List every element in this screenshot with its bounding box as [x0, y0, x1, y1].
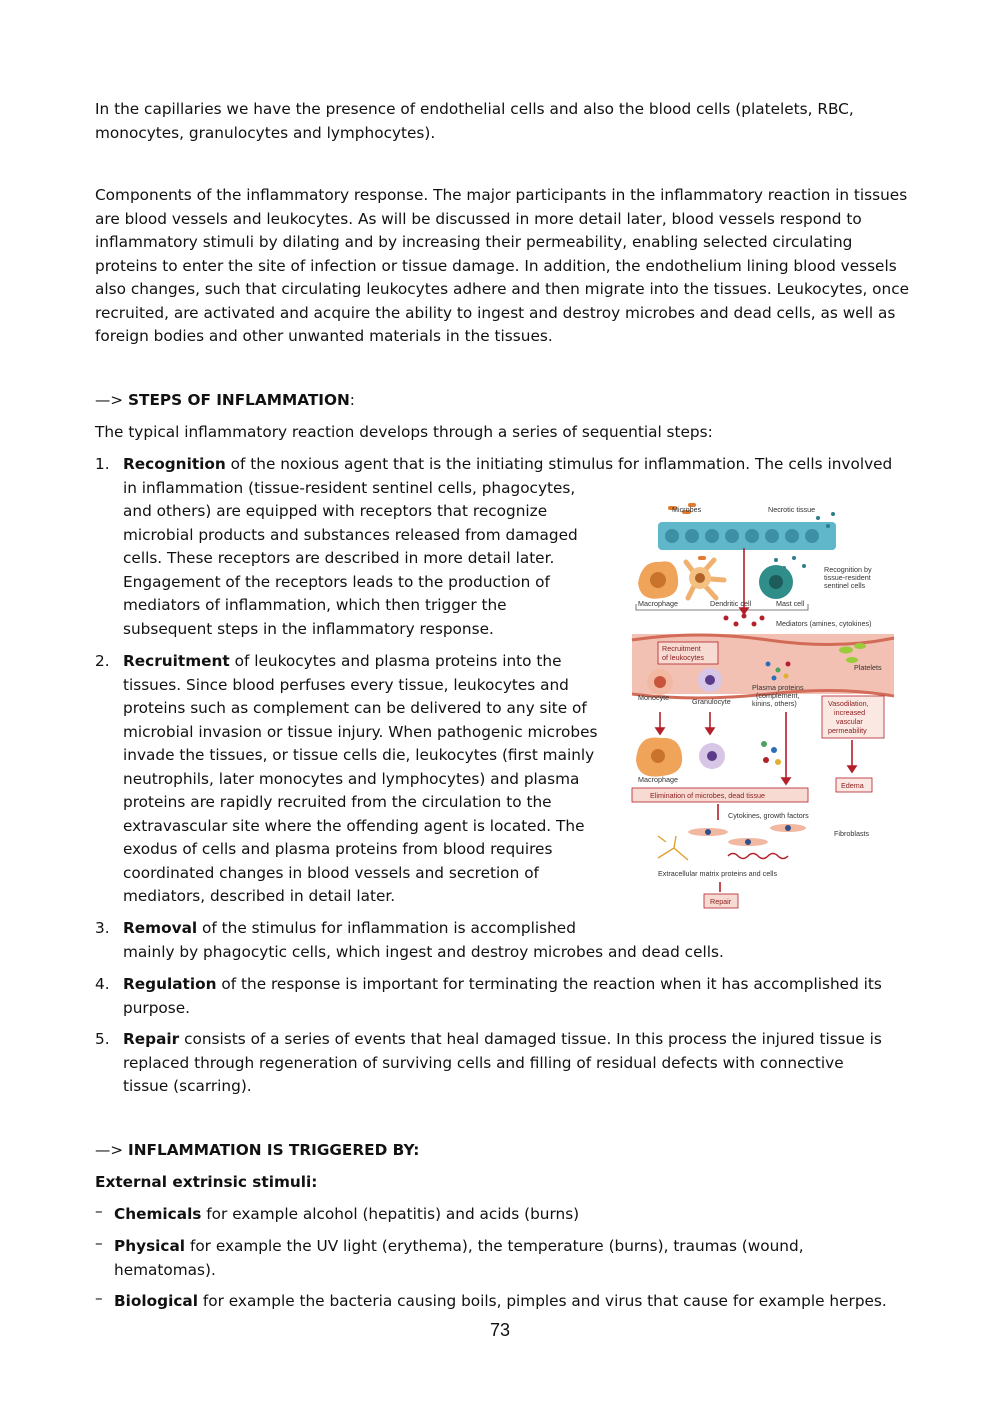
- figure-label-repair: Repair: [710, 897, 732, 906]
- figure-label-microbes: Microbes: [672, 505, 702, 514]
- dendritic-cell-icon: [686, 560, 724, 598]
- step-line: of the stimulus for inflammation is accomplished: [202, 919, 576, 937]
- figure-label-mediators: Mediators (amines, cytokines): [776, 619, 872, 628]
- step-line: in inflammation (tissue-resident sentinel cells, phagocytes,: [123, 478, 576, 497]
- step-line: replaced through regeneration of surviving cells and filling of residual defects with connective: [123, 1053, 844, 1072]
- heading-arrow: —>: [95, 1141, 124, 1159]
- figure-label-vasodilation-4: permeability: [828, 726, 867, 735]
- figure-label-recognition-1: Recognition by: [824, 565, 872, 574]
- figure-label-plasma-proteins-2: (complement,: [756, 691, 800, 700]
- figure-label-vasodilation-1: Vasodilation,: [828, 699, 869, 708]
- step-term: Removal: [123, 919, 198, 937]
- figure-label-macrophage-top: Macrophage: [638, 599, 678, 608]
- figure-label-plasma-proteins-1: Plasma proteins: [752, 683, 804, 692]
- dash-marker: –: [95, 1234, 103, 1252]
- protein-dots-icon: [761, 741, 781, 765]
- step-number: 1.: [95, 455, 110, 473]
- figure-label-recognition-2: tissue-resident: [824, 573, 871, 582]
- fibroblasts-icon: [688, 824, 806, 846]
- figure-label-monocyte: Monocyte: [638, 693, 670, 702]
- step-item-regulation: [95, 973, 910, 1020]
- step-number: 4.: [95, 975, 110, 993]
- step-number: 3.: [95, 919, 110, 937]
- page-number: 73: [489, 1320, 511, 1340]
- stimulus-line: for example the bacteria causing boils, pimples and virus that cause for example herpes.: [202, 1292, 887, 1310]
- step-line: exodus of cells and plasma proteins from blood requires: [123, 840, 553, 858]
- step-line: neutrophils, later monocytes and lymphocytes) and plasma: [123, 769, 580, 788]
- dash-marker: –: [95, 1289, 103, 1307]
- stimulus-term: Physical: [114, 1237, 186, 1255]
- mediators-icon: [724, 614, 765, 627]
- macrophage-icon: [638, 561, 678, 598]
- step-line: of leukocytes and plasma proteins into the: [234, 652, 562, 670]
- stimulus-item-biological: [95, 1290, 910, 1314]
- steps-heading: [95, 389, 355, 413]
- step-number: 5.: [95, 1030, 110, 1048]
- components-paragraph: Components of the inflammatory response. The major participants in the inflammatory reaction in tissues are blood vessels and leukocytes. As will be discussed in more detail later, blood vessels respond to inflammatory stimuli by dilating and by increasing their permeability, enabling selected circulating proteins to enter the site of infection or tissue damage. In addition, the endothelium lining blood vessels also changes, such that circulating leukocytes adhere and then migrate into the tissues. Leukocytes, once recruited, are activated and acquire the ability to ingest and destroy microbes and dead cells, as well as foreign bodies and other unwanted materials in the tissues.: [95, 186, 910, 345]
- step-line: tissue (scarring).: [123, 1077, 252, 1095]
- step-line: invade the tissues, or tissue cells die, leukocytes (first mainly: [123, 746, 595, 764]
- ecm-fiber-icon: [728, 854, 788, 859]
- stimulus-item-chemicals: [95, 1203, 910, 1227]
- figure-label-cytokines: Cytokines, growth factors: [728, 811, 809, 820]
- figure-label-platelets: Platelets: [854, 663, 882, 672]
- stimulus-line: hematomas).: [114, 1260, 216, 1279]
- step-line: Engagement of the receptors leads to the production of: [123, 572, 550, 591]
- figure-label-plasma-proteins-3: kinins, others): [752, 699, 797, 708]
- step-term: Recruitment: [123, 652, 230, 670]
- figure-label-granulocyte: Granulocyte: [692, 697, 731, 706]
- step-line: mediators, described in detail later.: [123, 887, 396, 905]
- step-line: proteins such as complement can be delivered to any site of: [123, 699, 587, 717]
- figure-label-recognition-3: sentinel cells: [824, 581, 866, 590]
- step-line: cells. These receptors are described in more detail later.: [123, 549, 555, 567]
- stimulus-term: Chemicals: [114, 1205, 202, 1223]
- step-line: and others) are equipped with receptors that recognize: [123, 502, 548, 520]
- step-line: coordinated changes in blood vessels and secretion of: [123, 863, 539, 882]
- nerve-ending-icon: [658, 836, 688, 860]
- mast-cell-icon: [759, 565, 793, 599]
- step-line: microbial invasion or tissue injury. When pathogenic microbes: [123, 722, 598, 741]
- step-line: mainly by phagocytic cells, which ingest and destroy microbes and dead cells.: [123, 942, 724, 961]
- stimulus-item-physical: [95, 1235, 910, 1282]
- steps-intro: The typical inflammatory reaction develops through a series of sequential steps:: [95, 423, 713, 441]
- step-line: mediators of inflammation, which then trigger the: [123, 596, 507, 614]
- steps-heading-title: STEPS OF INFLAMMATION: [128, 391, 350, 409]
- step-line: microbial products and substances released from damaged: [123, 525, 578, 544]
- step-item-repair: [95, 1028, 910, 1099]
- step-line: tissues. Since blood perfuses every tissue, leukocytes and: [123, 675, 569, 694]
- figure-label-fibroblasts: Fibroblasts: [834, 829, 870, 838]
- figure-label-ecm: Extracellular matrix proteins and cells: [658, 869, 778, 878]
- granulocyte-tissue-icon: [699, 743, 725, 769]
- figure-label-vasodilation-3: vascular: [836, 717, 863, 726]
- stimulus-line: for example the UV light (erythema), the temperature (burns), traumas (wound,: [189, 1237, 804, 1255]
- figure-label-dendritic-cell: Dendritic cell: [710, 599, 752, 608]
- steps-heading-suffix: :: [349, 391, 355, 409]
- figure-label-necrotic-tissue: Necrotic tissue: [768, 505, 816, 514]
- figure-label-mast-cell: Mast cell: [776, 599, 805, 608]
- step-term: Regulation: [123, 975, 217, 993]
- intro-paragraph: In the capillaries we have the presence of endothelial cells and also the blood cells (platelets, RBC, monocytes, granulocytes and lymphocytes).: [95, 100, 854, 142]
- external-stimuli-heading: [95, 1171, 317, 1195]
- figure-label-macrophage-bottom: Macrophage: [638, 775, 678, 784]
- step-item-removal: [95, 917, 910, 964]
- step-line: consists of a series of events that heal damaged tissue. In this process the injured tissue is: [184, 1030, 882, 1048]
- external-stimuli-title: External extrinsic stimuli:: [95, 1173, 318, 1191]
- triggered-heading-title: INFLAMMATION IS TRIGGERED BY:: [128, 1141, 420, 1159]
- granulocyte-icon: [698, 668, 722, 692]
- step-term: Recognition: [123, 455, 226, 473]
- step-term: Repair: [123, 1030, 180, 1048]
- stimulus-line: for example alcohol (hepatitis) and acids (burns): [206, 1205, 580, 1223]
- step-line: proteins are rapidly recruited from the circulation to the: [123, 793, 552, 811]
- triggered-heading: [95, 1139, 419, 1163]
- figure-label-recruitment-2: of leukocytes: [662, 653, 704, 662]
- step-number: 2.: [95, 652, 110, 670]
- step-line: of the response is important for terminating the reaction when it has accomplished its: [221, 975, 882, 993]
- step-line: of the noxious agent that is the initiating stimulus for inflammation. The cells involved: [230, 455, 893, 473]
- step-line: extravascular site where the offending agent is located. The: [123, 816, 585, 835]
- stimulus-term: Biological: [114, 1292, 198, 1310]
- macrophage-phagocytosis-icon: [636, 737, 682, 776]
- heading-arrow: —>: [95, 391, 124, 409]
- epithelium-layer: [658, 522, 836, 550]
- monocyte-icon: [647, 669, 673, 695]
- figure-label-elimination: Elimination of microbes, dead tissue: [650, 791, 766, 800]
- figure-label-vasodilation-2: increased: [834, 708, 866, 717]
- figure-label-recruitment-1: Recruitment: [662, 644, 701, 653]
- figure-label-edema: Edema: [841, 781, 864, 790]
- dash-marker: –: [95, 1202, 103, 1220]
- inflammation-steps-figure: [628, 498, 898, 914]
- step-line: subsequent steps in the inflammatory response.: [123, 619, 494, 638]
- step-line: purpose.: [123, 998, 191, 1017]
